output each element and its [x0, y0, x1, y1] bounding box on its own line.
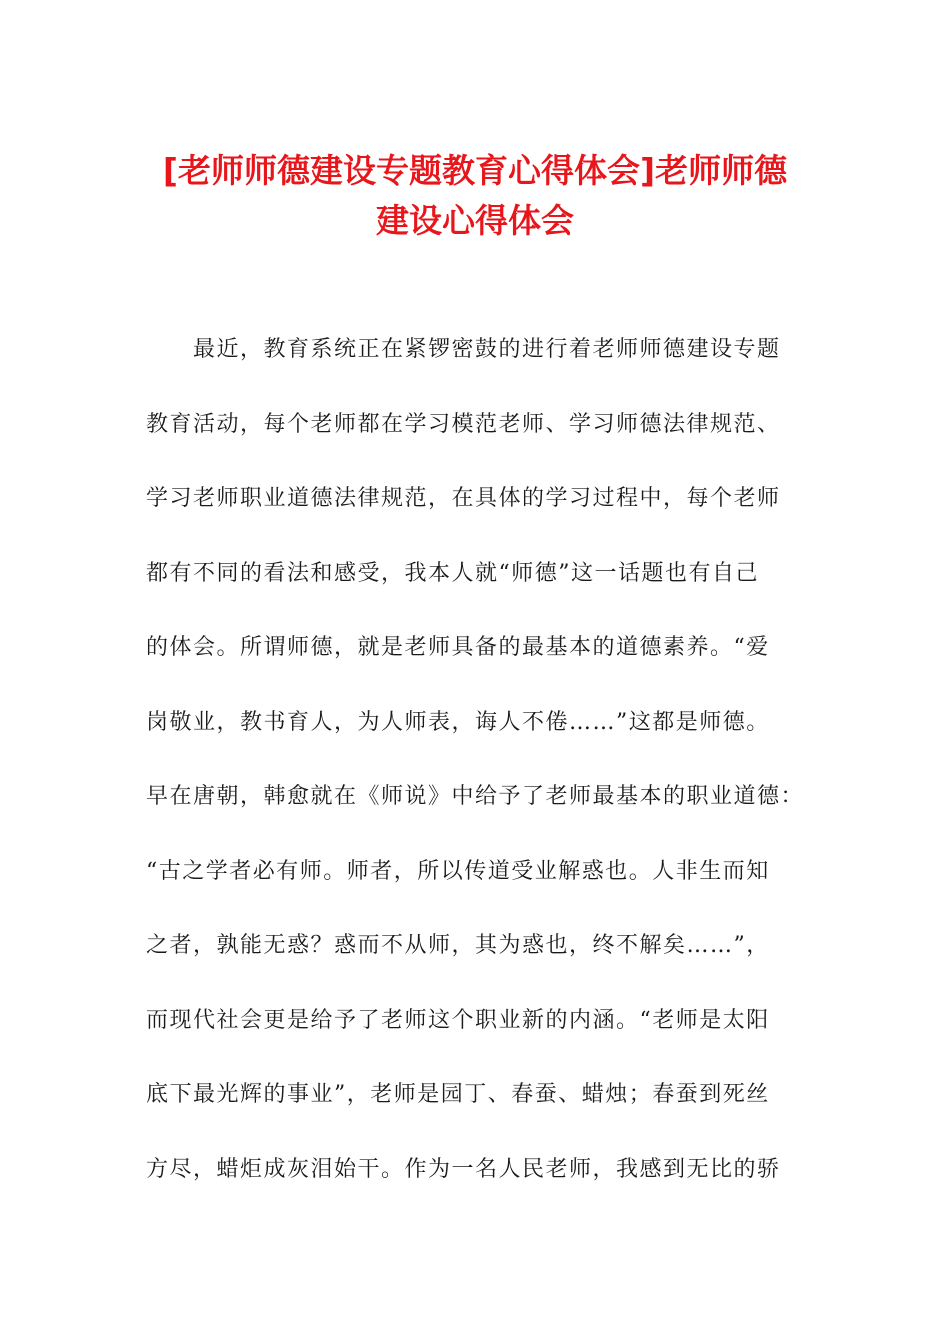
document-body	[146, 320, 806, 1214]
body-line: 教育活动，每个老师都在学习模范老师、学习师德法律规范、	[146, 411, 781, 437]
title-line-1: [老师师德建设专题教育心得体会]老师师德	[162, 151, 788, 190]
body-line: “古之学者必有师。师者，所以传道受业解惑也。人非生而知	[146, 858, 770, 884]
body-line: 底下最光辉的事业”，老师是园丁、春蚕、蜡烛；春蚕到死丝	[146, 1082, 770, 1107]
body-line: 早在唐朝，韩愈就在《师说》中给予了老师最基本的职业道德：	[146, 784, 805, 809]
title-line-2: 建设心得体会	[376, 201, 574, 240]
body-line: 最近，教育系统正在紧锣密鼓的进行着老师师德建设专题	[193, 337, 781, 362]
document-title	[120, 146, 830, 246]
body-line: 的体会。所谓师德，就是老师具备的最基本的道德素养。“爱	[146, 635, 770, 660]
body-line: 而现代社会更是给予了老师这个职业新的内涵。“老师是太阳	[146, 1007, 770, 1033]
body-line: 方尽，蜡炬成灰泪始干。作为一名人民老师，我感到无比的骄	[146, 1156, 781, 1182]
body-line: 学习老师职业道德法律规范，在具体的学习过程中，每个老师	[146, 486, 781, 511]
body-line: 岗敬业，教书育人，为人师表，诲人不倦……”这都是师德。	[146, 709, 770, 735]
body-line: 都有不同的看法和感受，我本人就“师德”这一话题也有自己	[146, 560, 759, 586]
body-line: 之者，孰能无惑？惑而不从师，其为惑也，终不解矣……”，	[146, 933, 770, 958]
